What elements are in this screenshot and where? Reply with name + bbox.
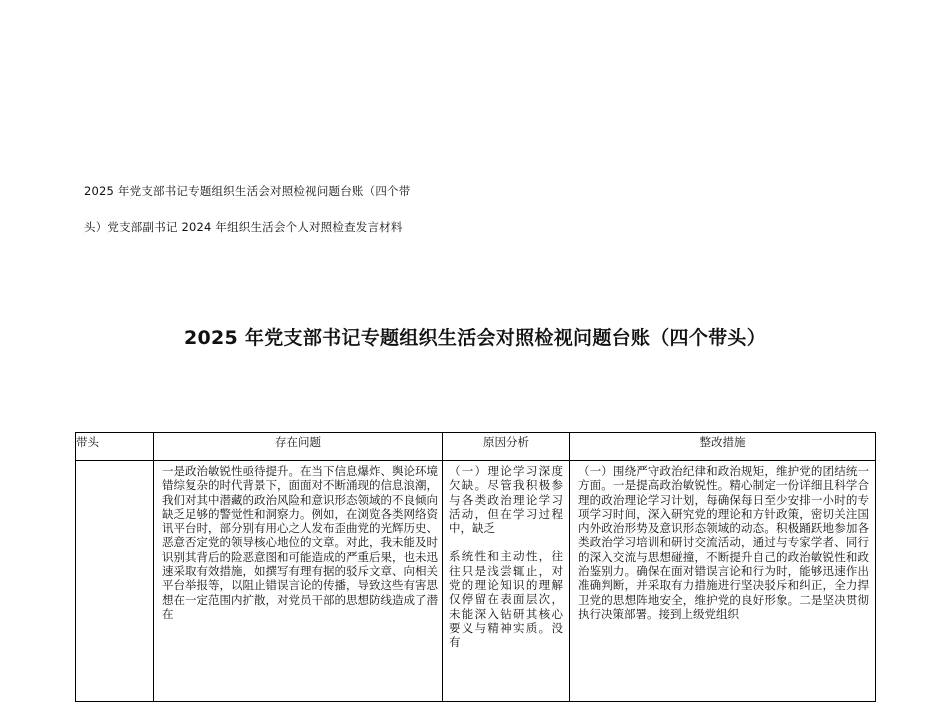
cell-lead xyxy=(76,461,154,702)
cell-lead-text xyxy=(76,461,153,674)
paragraph-gap xyxy=(449,535,563,549)
table-header-row xyxy=(76,433,876,461)
header-measures: 整改措施 xyxy=(570,433,876,461)
cell-issues xyxy=(154,461,443,702)
cell-causes xyxy=(443,461,570,702)
header-lead: 带头 xyxy=(76,433,154,461)
cell-issues-text: 一是政治敏锐性亟待提升。在当下信息爆炸、舆论环境错综复杂的时代背景下，面面对不断涌现的信息浪潮，我们对其中潜藏的政治风险和意识形态领域的不良倾向缺乏足够的警觉性和洞察力。例如，在浏览各类网络资讯平台时，部分别有用心之人发布歪曲党的光辉历史、恶意否定党的领导核心地位的文章。对此，我未能及时识别其背后的险恶意图和可能造成的严重后果，也未迅速采取有效措施，如撰写有理有据的驳斥文章、向相关平台举报等，以阻止错误言论的传播，导致这些有害思想在一定范围内扩散，对党员干部的思想防线造成了潜在 xyxy=(162,464,438,621)
table-row xyxy=(76,461,876,702)
issue-ledger-table xyxy=(75,432,876,702)
header-causes: 原因分析 xyxy=(443,433,570,461)
header-issues: 存在问题 xyxy=(154,433,443,461)
cell-causes-wrap xyxy=(443,461,569,674)
cell-causes-text-1: （一）理论学习深度欠缺。尽管我积极参与各类政治理论学习活动，但在学习过程中，缺乏 xyxy=(449,464,563,536)
document-title: 2025 年党支部书记专题组织生活会对照检视问题台账（四个带头） xyxy=(183,327,767,349)
intro-line-2: 头）党支部副书记 2024 年组织生活会个人对照检查发言材料 xyxy=(84,220,403,234)
intro-line-1: 2025 年党支部书记专题组织生活会对照检视问题台账（四个带 xyxy=(84,184,411,198)
cell-measures-text: （一）围绕严守政治纪律和政治规矩，维护党的团结统一方面。一是提高政治敏锐性。精心制定一份详细且科学合理的政治理论学习计划，每确保每日至少安排一小时的专项学习时间，深入研究党的理论和方针政策，密切关注国内外政治形势及意识形态领域的动态。积极踊跃地参加各类政治学习培训和研讨交流活动，通过与专家学者、同行的深入交流与思想碰撞，不断提升自己的政治敏锐性和政治鉴别力。确保在面对错误言论和行为时，能够迅速作出准确判断，并采取有力措施进行坚决驳斥和纠正，全力捍卫党的思想阵地安全，维护党的良好形象。二是坚决贯彻执行决策部署。接到上级党组织 xyxy=(578,464,869,621)
cell-causes-text-2: 系统性和主动性，往往只是浅尝辄止，对党的理论知识的理解仅停留在表面层次，未能深入钻研其核心要义与精神实质。没有 xyxy=(449,549,563,650)
cell-measures xyxy=(570,461,876,702)
